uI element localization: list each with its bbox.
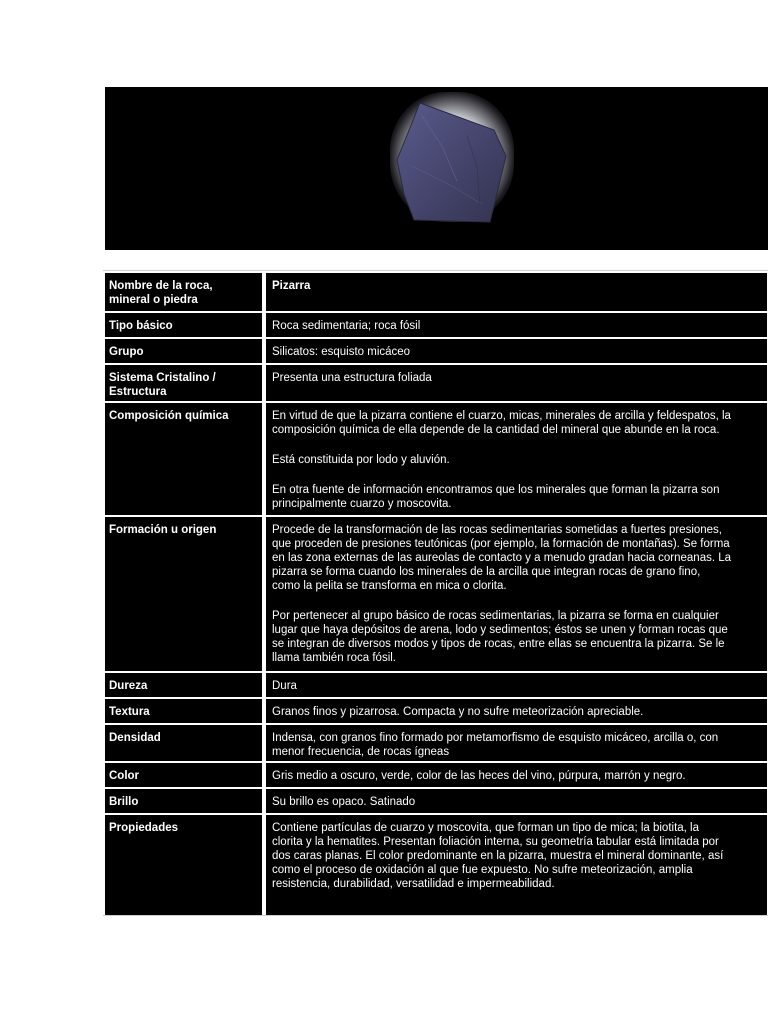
row-label-line: Densidad: [109, 732, 161, 744]
value-line: composición química de ella depende de la cantidad del mineral que abunde en la roca.: [272, 424, 720, 436]
row-label: [105, 313, 262, 337]
value-paragraph: [272, 731, 763, 759]
row-label-line: Grupo: [109, 346, 144, 358]
value-line: Roca sedimentaria; roca fósil: [272, 320, 421, 332]
value-paragraph: [272, 319, 763, 333]
row-label: [105, 725, 262, 761]
row-value: [266, 313, 767, 337]
table-row: [103, 815, 768, 915]
value-paragraph: [272, 409, 763, 437]
table-row: [103, 403, 768, 515]
value-line: que proceden de presiones teutónicas (por ejemplo, la formación de montañas). Se forma: [272, 538, 730, 550]
value-line: En otra fuente de información encontramos que los minerales que forman la pizarra son: [272, 484, 720, 496]
value-line: Pizarra: [272, 280, 311, 292]
value-line: principalmente cuarzo y moscovita.: [272, 498, 452, 510]
table-row: [103, 365, 768, 401]
value-line: Presenta una estructura foliada: [272, 372, 432, 384]
value-line: Su brillo es opaco. Satinado: [272, 796, 416, 808]
value-line: Silicatos: esquisto micáceo: [272, 346, 411, 358]
slate-rock-image: [382, 86, 522, 236]
row-label: [105, 273, 262, 311]
value-line: Indensa, con granos fino formado por metamorfismo de esquisto micáceo, arcilla o, con: [272, 732, 719, 744]
row-label-line: mineral o piedra: [109, 294, 198, 306]
value-line: en las zona externas de las aureolas de contacto y a menudo gradan hacia corneanas. La: [272, 552, 732, 564]
value-paragraph: [272, 523, 763, 593]
rock-shape: [382, 86, 522, 236]
rock-properties-table: [103, 270, 768, 916]
table-row: [103, 789, 768, 813]
value-line: Por pertenecer al grupo básico de rocas sedimentarias, la pizarra se forma en cualquier: [272, 610, 719, 622]
value-paragraph: [272, 371, 763, 385]
value-line: como la pelita se transforma en mica o clorita.: [272, 580, 507, 592]
row-value: [266, 273, 767, 311]
value-paragraph: [272, 345, 763, 359]
value-line: En virtud de que la pizarra contiene el cuarzo, micas, minerales de arcilla y feldespatos, la: [272, 410, 731, 422]
row-label-line: Nombre de la roca,: [109, 280, 213, 292]
table-row: [103, 313, 768, 337]
value-line: Dura: [272, 680, 297, 692]
value-line: Gris medio a oscuro, verde, color de las heces del vino, púrpura, marrón y negro.: [272, 770, 686, 782]
row-label-line: Color: [109, 770, 140, 782]
value-line: como el proceso de oxidación al que fue expuesto. No sufre meteorización, amplia: [272, 864, 693, 876]
value-line: clorita y la hematites. Presentan foliación interna, su geometría tabular está limitada por: [272, 836, 719, 848]
row-label: [105, 673, 262, 697]
table-row: [103, 673, 768, 697]
value-line: Granos finos y pizarrosa. Compacta y no sufre meteorización apreciable.: [272, 706, 644, 718]
value-line: Está constituida por lodo y aluvión.: [272, 454, 450, 466]
row-value: [266, 763, 767, 787]
table-row: [103, 725, 768, 761]
value-paragraph: [272, 679, 763, 693]
value-line: dos caras planas. El color predominante en la pizarra, muestra el mineral dominante, así: [272, 850, 724, 862]
row-label-line: Composición química: [109, 410, 229, 422]
row-value: [266, 815, 767, 915]
value-line: se integran de diversos modos y tipos de rocas, entre ellas se encuentra la pizarra. Se le: [272, 638, 725, 650]
row-label: [105, 339, 262, 363]
row-value: [266, 789, 767, 813]
row-label-line: Textura: [109, 706, 150, 718]
table-row: [103, 273, 768, 311]
row-value: [266, 339, 767, 363]
value-paragraph: [272, 705, 763, 719]
value-line: pizarra se forma cuando los minerales de la arcilla que integran rocas de grano fino,: [272, 566, 701, 578]
value-line: Procede de la transformación de las rocas sedimentarias sometidas a fuertes presiones,: [272, 524, 723, 536]
value-line: llama también roca fósil.: [272, 652, 396, 664]
table-row: [103, 763, 768, 787]
row-label-line: Formación u origen: [109, 524, 217, 536]
row-label: [105, 699, 262, 723]
table-row: [103, 517, 768, 671]
row-label-line: Brillo: [109, 796, 139, 808]
row-label-line: Sistema Cristalino /: [109, 372, 216, 384]
value-paragraph: [272, 483, 763, 511]
row-value: [266, 517, 767, 671]
value-paragraph: [272, 769, 763, 783]
value-line: Contiene partículas de cuarzo y moscovita, que forman un tipo de mica; la biotita, la: [272, 822, 700, 834]
value-paragraph: [272, 279, 763, 293]
row-value: [266, 365, 767, 401]
value-line: resistencia, durabilidad, versatilidad e impermeabilidad.: [272, 878, 555, 890]
row-label: [105, 789, 262, 813]
value-paragraph: [272, 821, 763, 891]
row-label-line: Estructura: [109, 386, 167, 398]
value-paragraph: [272, 453, 763, 467]
row-value: [266, 725, 767, 761]
row-label-line: Dureza: [109, 680, 148, 692]
row-label: [105, 763, 262, 787]
value-line: lugar que haya depósitos de arena, lodo y sedimentos; éstos se unen y forman rocas que: [272, 624, 728, 636]
row-value: [266, 673, 767, 697]
row-label: [105, 403, 262, 515]
row-value: [266, 699, 767, 723]
row-label: [105, 815, 262, 915]
value-paragraph: [272, 795, 763, 809]
value-line: menor frecuencia, de rocas ígneas: [272, 746, 450, 758]
value-paragraph: [272, 609, 763, 665]
row-label: [105, 365, 262, 401]
table-row: [103, 699, 768, 723]
row-label-line: Tipo básico: [109, 320, 173, 332]
table-row: [103, 339, 768, 363]
row-value: [266, 403, 767, 515]
row-label-line: Propiedades: [109, 822, 179, 834]
row-label: [105, 517, 262, 671]
